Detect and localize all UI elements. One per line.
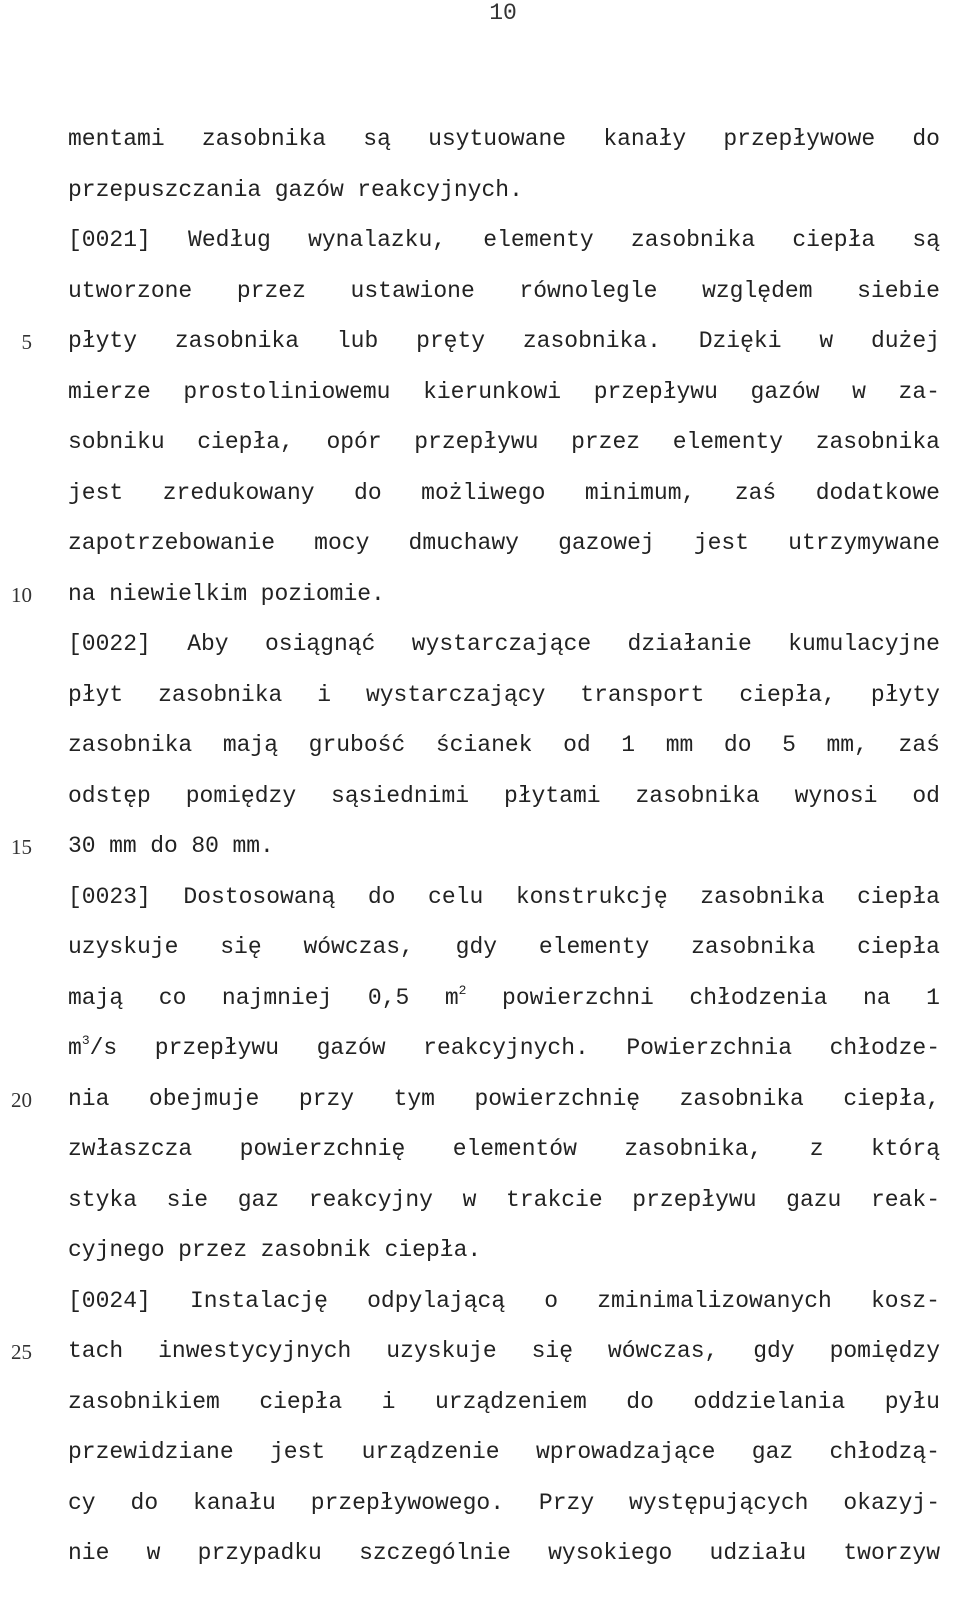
text-line (68, 1478, 940, 1529)
text-line (68, 720, 940, 771)
word: do (130, 1489, 159, 1516)
word: zasobnika (700, 883, 825, 910)
word: pyłu (884, 1388, 940, 1415)
text-line (68, 367, 940, 418)
text-line (68, 114, 940, 165)
word: powierzchni (502, 984, 654, 1011)
word: gazów (274, 176, 344, 203)
word: reakcyjny (308, 1186, 433, 1213)
word: zasobnika (174, 328, 300, 354)
word: szczególnie (359, 1540, 511, 1566)
word: zasobnika (691, 934, 816, 960)
text-line (68, 1074, 940, 1125)
word: możliwego (421, 479, 546, 506)
word: trakcie (506, 1186, 603, 1213)
text-line (68, 1124, 940, 1175)
word: reakcyjnych. (423, 1035, 589, 1061)
word: tworzyw (843, 1540, 940, 1566)
word: na (68, 580, 96, 607)
text-line (68, 1276, 940, 1327)
word: wynosi (794, 782, 878, 809)
word: z (809, 1136, 824, 1162)
word: zasobnika (679, 1085, 804, 1112)
word: przepływu (414, 429, 539, 455)
word: do (354, 479, 382, 506)
word: mocy (314, 530, 370, 556)
word: zasobnika (201, 126, 327, 152)
word: kanały (603, 126, 687, 152)
word: w (852, 378, 866, 405)
word: za- (898, 378, 940, 405)
word: do (150, 833, 178, 859)
word: dodatkowe (815, 479, 940, 506)
word: jest (270, 1439, 326, 1465)
word: gaz (237, 1186, 280, 1213)
word: kumulacyjne (788, 631, 940, 657)
word: utrzymywane (788, 530, 940, 556)
word: Według (188, 227, 271, 253)
word: ciepła (857, 883, 940, 910)
word: którą (870, 1136, 940, 1162)
text-line (68, 1377, 940, 1428)
word: dużej (870, 328, 940, 354)
text-line (68, 266, 940, 317)
word: najmniej (221, 984, 333, 1011)
word: styka (68, 1186, 138, 1213)
word: prostoliniowemu (183, 378, 391, 405)
text-line (68, 619, 940, 670)
word: wynalazku, (308, 227, 447, 253)
word: równolegle (519, 277, 658, 304)
word: zaś (734, 479, 777, 506)
word: obejmuje (148, 1085, 260, 1112)
word: na (862, 984, 891, 1011)
word: chłodze- (829, 1035, 940, 1061)
word: zasobnika. (522, 328, 661, 354)
word: tach (68, 1338, 124, 1364)
word: ciepła (857, 934, 940, 960)
word: cy (68, 1489, 96, 1516)
word: jest (68, 479, 124, 506)
text-line (68, 417, 940, 468)
word: przez (571, 429, 641, 455)
word: zasobnikiem (68, 1388, 220, 1415)
word: zasobnika (68, 732, 193, 758)
word: cyjnego (68, 1237, 165, 1263)
word: 1 (621, 732, 636, 758)
word: ciepła, (843, 1085, 940, 1112)
word: wystarczające (411, 631, 592, 657)
word: pręty (416, 328, 486, 354)
word: do (626, 1388, 654, 1415)
word: mierze (68, 378, 151, 405)
word: transport (580, 681, 705, 708)
word: wystarczający (365, 681, 546, 708)
text-line (68, 1427, 940, 1478)
text-line (68, 973, 940, 1024)
word: sąsiednimi (331, 782, 470, 809)
word: gazów (316, 1035, 386, 1061)
word: elementy (672, 429, 784, 455)
word: działanie (627, 631, 752, 657)
word: przez (178, 1237, 248, 1263)
word: do (912, 126, 940, 152)
word: grubość (308, 732, 406, 758)
word: przez (236, 277, 306, 304)
word: oddzielania (693, 1388, 846, 1415)
word: [0023] (68, 883, 151, 910)
word: powierzchnię (474, 1085, 641, 1112)
word: ciepła (792, 227, 876, 253)
word: od (563, 732, 591, 758)
word: Przy (538, 1489, 595, 1516)
word: przepływowego. (310, 1489, 504, 1516)
text-line (68, 215, 940, 266)
word: ciepła (259, 1388, 343, 1415)
word: mentami (68, 126, 165, 152)
text-line (68, 468, 940, 519)
word: od (912, 782, 940, 809)
word: nie (68, 1540, 110, 1566)
word: 1 (926, 984, 940, 1011)
text-line (68, 165, 940, 216)
word: opór (326, 429, 382, 455)
word: poziomie. (260, 580, 385, 607)
word: gazowej (558, 530, 655, 556)
word: urządzeniem (434, 1388, 587, 1415)
word: konstrukcję (515, 883, 668, 910)
word: utworzone (68, 277, 193, 304)
word: wówczas, (303, 934, 414, 960)
word: inwestycyjnych (158, 1338, 352, 1364)
word: w (819, 328, 834, 354)
word: zwłaszcza (68, 1136, 193, 1162)
word: elementów (452, 1136, 577, 1162)
word: płytami (503, 782, 601, 809)
word: Powierzchnia (626, 1035, 793, 1061)
text-line (68, 872, 940, 923)
word: osiągnąć (264, 631, 376, 657)
text-line (68, 1326, 940, 1377)
word: Aby (187, 631, 229, 657)
word: są (912, 227, 940, 253)
word: się (220, 934, 262, 960)
word: sobniku (68, 429, 165, 455)
word: Instalację (189, 1287, 328, 1314)
word: mm, (826, 732, 868, 758)
word: pomiędzy (829, 1338, 940, 1364)
word: $m^2$ (444, 982, 467, 1011)
text-line (68, 1528, 940, 1579)
word: o (544, 1287, 559, 1314)
word: reakcyjnych. (357, 176, 523, 203)
word: mają (222, 732, 279, 758)
word: mają (68, 984, 124, 1011)
margin-line-number: 15 (11, 835, 32, 859)
word: chłodzenia (689, 984, 828, 1011)
word: zaś (898, 732, 940, 758)
word: elementy (538, 934, 650, 960)
text-line (68, 670, 940, 721)
word: do (723, 732, 752, 758)
word: zasobnika (815, 429, 940, 455)
word: minimum, (584, 479, 696, 506)
word: do (367, 883, 396, 910)
word: niewielkim (109, 580, 248, 607)
word: ścianek (435, 732, 533, 758)
word: 30 (68, 833, 96, 859)
word: przepływu (154, 1035, 280, 1061)
margin-line-number: 5 (21, 330, 32, 354)
word: chłodzą- (829, 1439, 940, 1465)
word: reak- (870, 1186, 940, 1213)
word: są (363, 126, 391, 152)
text-line (68, 922, 940, 973)
word: jest (693, 530, 750, 556)
margin-line-number: 10 (11, 582, 32, 607)
word: przepływowe (723, 126, 876, 152)
word: zasobnika, (624, 1136, 763, 1162)
word: usytuowane (428, 126, 567, 152)
word: zredukowany (162, 479, 315, 506)
word: płyt (68, 681, 124, 708)
word: gaz (751, 1439, 794, 1465)
word: gazu (786, 1186, 842, 1213)
word: [0021] (68, 227, 151, 253)
margin-line-number: 20 (11, 1087, 32, 1112)
word: zasobnik (260, 1237, 372, 1263)
word: wysokiego (548, 1540, 673, 1566)
word: ciepła. (384, 1237, 482, 1263)
word: przypadku (197, 1540, 322, 1566)
word: 80 (191, 833, 219, 859)
word: i (317, 681, 332, 708)
word: 5 (782, 732, 796, 758)
word: lub (336, 328, 379, 354)
word: gazów (750, 378, 820, 405)
word: występujących (629, 1489, 809, 1516)
text-line (68, 1175, 940, 1226)
page-number: 10 (489, 0, 517, 26)
word: uzyskuje (68, 934, 179, 960)
word: przy (298, 1085, 355, 1112)
word: mm (109, 833, 137, 859)
word: tym (393, 1085, 435, 1112)
word: celu (428, 883, 484, 910)
word: udziału (709, 1540, 807, 1566)
word: i (381, 1388, 396, 1415)
word: zasobnika (158, 681, 283, 708)
text-line (68, 821, 940, 872)
word: mm (665, 732, 694, 758)
margin-line-number: 25 (11, 1340, 32, 1364)
word: płyty (870, 681, 940, 708)
word: nia (68, 1085, 110, 1112)
word: odstęp (68, 782, 151, 809)
word: kanału (193, 1489, 276, 1516)
word: w (462, 1186, 477, 1213)
word: urządzenie (361, 1439, 500, 1465)
word: kosz- (870, 1287, 940, 1314)
word: zapotrzebowanie (68, 530, 276, 556)
word: dmuchawy (408, 530, 519, 556)
word: wprowadzające (535, 1439, 716, 1465)
word: uzyskuje (386, 1338, 497, 1364)
word: [0024] (68, 1287, 151, 1314)
word: 0,5 (367, 984, 410, 1011)
word: Dostosowaną (183, 883, 336, 910)
word: elementy (483, 227, 594, 253)
word: zasobnika (635, 782, 760, 809)
word: się (531, 1338, 574, 1364)
word: [0022] (68, 631, 151, 657)
word: sie (166, 1186, 209, 1213)
word: zasobnika (630, 227, 756, 253)
word: Dzięki (698, 328, 782, 354)
text-line (68, 569, 940, 620)
word: przepuszczania (68, 176, 262, 203)
word: co (158, 984, 187, 1011)
word: odpylającą (367, 1287, 506, 1314)
word: kierunkowi (423, 378, 562, 405)
word: okazyj- (843, 1489, 940, 1516)
word: mm. (232, 833, 274, 859)
document-body-text (68, 114, 940, 1579)
text-line (68, 518, 940, 569)
word: siebie (857, 277, 940, 304)
word: zminimalizowanych (597, 1287, 832, 1314)
word: powierzchnię (239, 1136, 406, 1162)
word: w (146, 1540, 161, 1566)
word: ciepła, (739, 681, 837, 708)
word: ciepła, (197, 429, 294, 455)
text-line (68, 316, 940, 367)
word: wówczas, (607, 1338, 719, 1364)
word: $m^3/s$ (68, 1033, 118, 1061)
word: gdy (753, 1338, 795, 1364)
word: pomiędzy (185, 782, 297, 809)
text-line (68, 771, 940, 822)
text-line (68, 1225, 940, 1276)
word: przepływu (593, 378, 718, 405)
word: przewidziane (68, 1439, 234, 1465)
word: względem (702, 277, 813, 304)
text-line (68, 1023, 940, 1074)
word: ustawione (350, 277, 475, 304)
word: płyty (68, 328, 138, 354)
word: gdy (455, 934, 498, 960)
word: przepływu (632, 1186, 757, 1213)
